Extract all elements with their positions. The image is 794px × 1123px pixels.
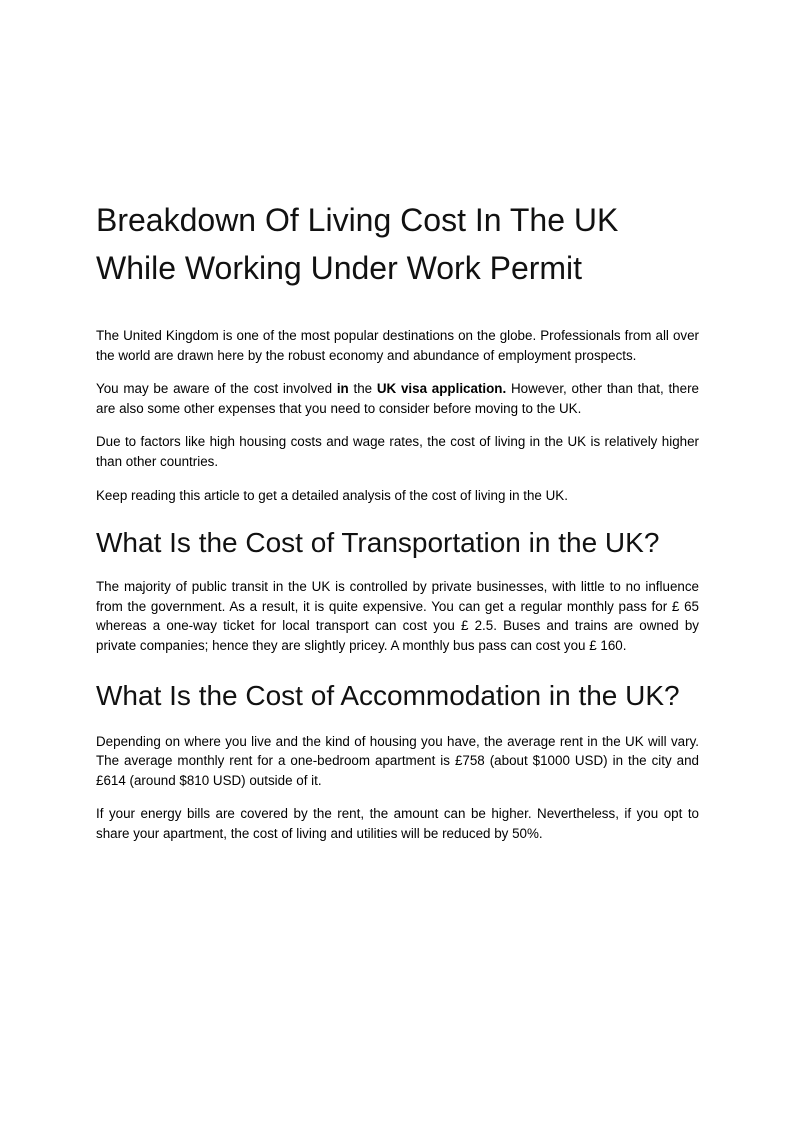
uk-visa-application-emphasis: UK visa application. [376,381,507,397]
intro-paragraph-3: Due to factors like high housing costs and wage rates, the cost of living in the UK is relatively higher than other countries. [96,434,699,469]
intro-paragraph-2-bold-in: in [336,381,349,397]
intro-paragraph-4: Keep reading this article to get a detailed analysis of the cost of living in the UK. [96,487,568,503]
intro-paragraph-2-text-2: the [348,381,377,397]
accommodation-paragraph-1: Depending on where you live and the kind of housing you have, the average rent in the UK will vary. The average monthly rent for a one-bedroom apartment is £758 (about $1000 USD) in the city and £614 (around $810 USD) outside of it. [96,733,699,788]
intro-paragraph-2-text-1: You may be aware of the cost involved [96,381,337,397]
accommodation-section-heading: What Is the Cost of Accommodation in the UK? [96,679,680,711]
intro-paragraph-1: The United Kingdom is one of the most popular destinations on the globe. Professionals from all over the world are drawn here by the robust economy and abundance of employment prospects. [96,328,699,363]
document-page [96,196,699,844]
accommodation-paragraph-2: If your energy bills are covered by the rent, the amount can be higher. Nevertheless, if you opt to share your apartment, the cost of living and utilities will be reduced by 50%. [96,806,699,841]
transport-paragraph: The majority of public transit in the UK is controlled by private businesses, with little to no influence from the government. As a result, it is quite expensive. You can get a regular monthly pass for £ 65 whereas a one-way ticket for local transport can cost you £ 2.5. Buses and trains are owned by private companies; hence they are slightly pricey. A monthly bus pass can cost you £ 160. [96,579,699,653]
page-title: Breakdown Of Living Cost In The UK While Working Under Work Permit [96,202,619,286]
intro-paragraph-2 [96,379,699,418]
transport-section-heading: What Is the Cost of Transportation in the UK? [96,527,660,559]
intro-paragraph-2-text-3: However, other than that, there are also some other expenses that you need to consider before moving to the UK. [96,381,699,416]
